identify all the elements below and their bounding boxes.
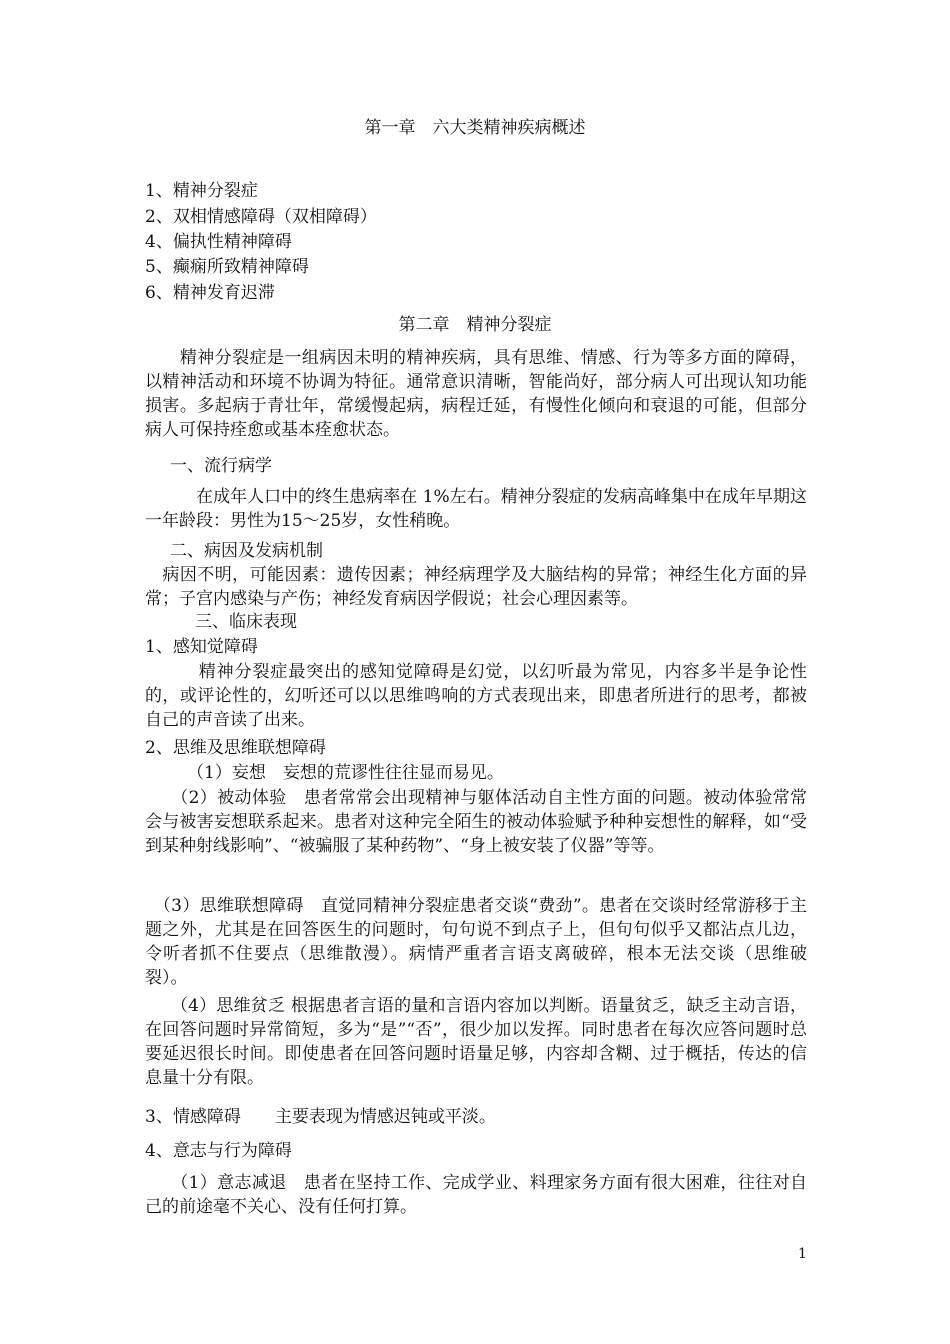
paragraph: （3）思维联想障碍 直觉同精神分裂症患者交谈“费劲”。患者在交谈时经常游移于主题之外，尤其是在回答医生的问题时，句句说不到点子上，但句句似乎又都沾点儿边，令听者抓不住要点（思维散漫）。病情严重者言语支离破碎，根本无法交谈（思维破裂）。 (145, 896, 807, 988)
paragraph: （1）妄想 妄想的荒谬性往往显而易见。 (187, 763, 504, 783)
section-heading: 二、病因及发病机制 (170, 541, 323, 561)
chapter2-title: 第二章 精神分裂症 (398, 315, 552, 335)
section-heading: 三、临床表现 (195, 612, 297, 632)
list-item: 6、精神发育迟滞 (145, 283, 275, 303)
subsection-heading: 2、思维及思维联想障碍 (145, 738, 326, 758)
paragraph: （2）被动体验 患者常常会出现精神与躯体活动自主性方面的问题。被动体验常常会与被害妄想联系起来。患者对这种完全陌生的被动体验赋予种种妄想性的解释，如“受到某种射线影响”、“被骗服了某种药物”、“身上被安装了仪器”等等。 (145, 788, 807, 856)
paragraph: 病因不明，可能因素：遗传因素；神经病理学及大脑结构的异常；神经生化方面的异常；子宫内感染与产伤；神经发育病因学假说；社会心理因素等。 (145, 565, 807, 609)
list-item: 4、偏执性精神障碍 (145, 232, 292, 252)
list-item: 1、精神分裂症 (145, 181, 258, 201)
paragraph: 在成年人口中的终生患病率在 1%左右。精神分裂症的发病高峰集中在成年早期这一年龄段：男性为15～25岁，女性稍晚。 (145, 487, 807, 531)
page-number: 1 (798, 1246, 807, 1262)
subsection-heading: 4、意志与行为障碍 (145, 1141, 292, 1161)
paragraph: （4）思维贫乏 根据患者言语的量和言语内容加以判断。语量贫乏，缺乏主动言语，在回答问题时异常简短，多为“是”“否”，很少加以发挥。同时患者在每次应答问题时总要延迟很长时间。即使患者在回答问题时语量足够，内容却含糊、过于概括，传达的信息量十分有限。 (145, 996, 807, 1088)
intro-paragraph: 精神分裂症是一组病因未明的精神疾病，具有思维、情感、行为等多方面的障碍，以精神活动和环境不协调为特征。通常意识清晰，智能尚好，部分病人可出现认知功能损害。多起病于青壮年，常缓慢起病，病程迁延，有慢性化倾向和衰退的可能，但部分病人可保持痊愈或基本痊愈状态。 (145, 348, 807, 440)
list-item: 5、癫痫所致精神障碍 (145, 257, 309, 277)
section-heading: 一、流行病学 (170, 456, 272, 476)
list-item: 2、双相情感障碍（双相障碍） (145, 207, 377, 227)
subsection-heading: 1、感知觉障碍 (145, 637, 258, 657)
paragraph: （1）意志减退 患者在坚持工作、完成学业、料理家务方面有很大困难，往往对自己的前途毫不关心、没有任何打算。 (145, 1173, 807, 1217)
chapter1-title: 第一章 六大类精神疾病概述 (364, 118, 586, 138)
subsection-heading: 3、情感障碍 主要表现为情感迟钝或平淡。 (145, 1107, 496, 1127)
paragraph: 精神分裂症最突出的感知觉障碍是幻觉，以幻听最为常见，内容多半是争论性的，或评论性的，幻听还可以以思维鸣响的方式表现出来，即患者所进行的思考，都被自己的声音读了出来。 (145, 662, 807, 730)
